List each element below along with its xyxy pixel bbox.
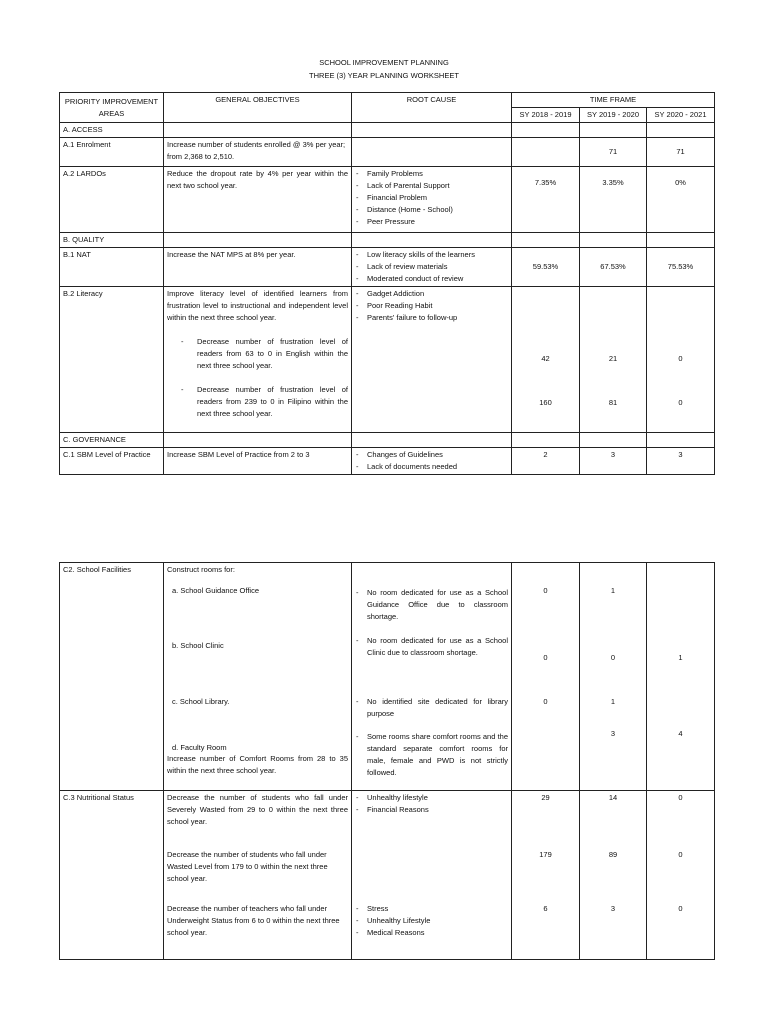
- objective-b2-text: Improve literacy level of identified learners from frustration level to instructional and independent level within the next three school year.: [167, 289, 348, 322]
- values-c2-y3: [647, 563, 715, 791]
- area-c3: C.3 Nutritional Status: [60, 791, 164, 960]
- value-b2-sub1-y3: 0: [678, 354, 683, 363]
- value-a1-y3: 71: [647, 138, 715, 167]
- value-a1-y2: 71: [580, 138, 647, 167]
- value-c3-1-y2: 14: [608, 793, 618, 802]
- values-c3-y2: [580, 791, 647, 960]
- objective-c3: [164, 791, 352, 960]
- cause-item: - Peer Pressure: [355, 216, 508, 228]
- c2-item-c: c. School Library.: [172, 697, 230, 706]
- value-a2-y2: 3.35%: [580, 167, 647, 233]
- cause-item: - Poor Reading Habit: [355, 300, 508, 312]
- values-c2-y2: [580, 563, 647, 791]
- value-c3-1-y3: 0: [678, 793, 683, 802]
- values-c3-y3: [647, 791, 715, 960]
- value-b1-y1: 59.53%: [512, 248, 580, 287]
- value-c2-d-y2: 3: [610, 729, 616, 738]
- c2-item-b: b. School Clinic: [172, 641, 224, 650]
- value-c3-1-y1: 29: [541, 793, 550, 802]
- value-c2-d-y3: 4: [678, 729, 683, 738]
- header-year-2: SY 2019 - 2020: [580, 108, 647, 123]
- cause-item: - Moderated conduct of review: [355, 273, 508, 285]
- area-c2: C2. School Facilities: [60, 563, 164, 791]
- c3-causes-3: [355, 903, 508, 939]
- value-b2-sub2-y1: 160: [539, 398, 552, 407]
- cause-item: - Lack of review materials: [355, 261, 508, 273]
- value-b2-sub2-y3: 0: [678, 398, 683, 407]
- causes-a2: [352, 167, 512, 233]
- cause-item: - Some rooms share comfort rooms and the standard separate comfort rooms for male, female and PWD is not strictly followed.: [355, 731, 508, 779]
- value-b2-sub1-y2: 21: [608, 354, 618, 363]
- causes-c1: [352, 448, 512, 475]
- causes-c3: [352, 791, 512, 960]
- cause-item: - Family Problems: [355, 168, 508, 180]
- c3-objective-3: Decrease the number of teachers who fall under Underweight Status from 6 to 0 within the next three school year.: [167, 904, 340, 937]
- objective-a2: Reduce the dropout rate by 4% per year within the next two school year.: [164, 167, 352, 233]
- value-c2-a-y1: 0: [543, 586, 548, 595]
- sub1-text: Decrease number of frustration level of readers from 63 to 0 in English within the next three school year.: [197, 337, 348, 370]
- causes-b2: [352, 287, 512, 433]
- cause-item: - No room dedicated for use as a School Clinic due to classroom shortage.: [355, 635, 508, 659]
- header-year-3: SY 2020 - 2021: [647, 108, 715, 123]
- cause-item: - Stress: [355, 903, 508, 915]
- cause-item: - Lack of documents needed: [355, 461, 508, 473]
- section-governance: C. GOVERNANCE: [60, 433, 164, 448]
- values-b2-y2: [580, 287, 647, 433]
- c2-intro: Construct rooms for:: [167, 565, 235, 574]
- area-c1: C.1 SBM Level of Practice: [60, 448, 164, 475]
- value-a2-y3: 0%: [647, 167, 715, 233]
- area-a2: A.2 LARDOs: [60, 167, 164, 233]
- value-a2-y1: 7.35%: [512, 167, 580, 233]
- cause-item: - Unhealthy lifestyle: [355, 792, 508, 804]
- value-c2-b-y1: 0: [543, 653, 548, 662]
- value-c3-3-y2: 3: [610, 904, 616, 913]
- value-b2-sub2-y2: 81: [608, 398, 618, 407]
- c3-objective-2: Decrease the number of students who fall under Wasted Level from 179 to 0 within the next three school year.: [167, 850, 328, 883]
- value-c2-b-y2: 0: [610, 653, 616, 662]
- cause-item: - Gadget Addiction: [355, 288, 508, 300]
- cause-item: - Parents' failure to follow-up: [355, 312, 508, 324]
- cause-item: - Low literacy skills of the learners: [355, 249, 508, 261]
- area-a1: A.1 Enrolment: [60, 138, 164, 167]
- objective-c1: Increase SBM Level of Practice from 2 to 3: [164, 448, 352, 475]
- values-c2-y1: [512, 563, 580, 791]
- value-c2-a-y2: 1: [610, 586, 616, 595]
- value-c1-y3: 3: [647, 448, 715, 475]
- value-c3-3-y3: 0: [678, 904, 683, 913]
- objective-a1: Increase number of students enrolled @ 3% per year; from 2,368 to 2,510.: [164, 138, 352, 167]
- c2-item-d-extra: Increase number of Comfort Rooms from 28 to 35 within the next three school year.: [167, 754, 348, 775]
- section-quality: B. QUALITY: [60, 233, 164, 248]
- cause-item: - Lack of Parental Support: [355, 180, 508, 192]
- planning-table-2: [59, 562, 715, 960]
- header-year-1: SY 2018 - 2019: [512, 108, 580, 123]
- values-b2-y1: [512, 287, 580, 433]
- value-b2-sub1-y1: 42: [541, 354, 550, 363]
- cause-item: - Financial Reasons: [355, 804, 508, 816]
- cause-item: - No identified site dedicated for library purpose: [355, 696, 508, 720]
- header-root-cause: ROOT CAUSE: [352, 93, 512, 123]
- objective-b2: [164, 287, 352, 433]
- objective-b1: Increase the NAT MPS at 8% per year.: [164, 248, 352, 287]
- value-c2-c-y2: 1: [610, 697, 616, 706]
- value-b1-y2: 67.53%: [580, 248, 647, 287]
- value-c1-y2: 3: [580, 448, 647, 475]
- value-c3-3-y1: 6: [543, 904, 548, 913]
- c2-item-d: d. Faculty Room: [172, 743, 227, 752]
- value-c2-b-y3: 1: [678, 653, 683, 662]
- value-c1-y1: 2: [512, 448, 580, 475]
- objective-b2-sub2: - Decrease number of frustration level of readers from 239 to 0 in Filipino within the next three school year.: [181, 385, 348, 418]
- cause-item: - Financial Problem: [355, 192, 508, 204]
- value-a1-y1: [512, 138, 580, 167]
- causes-c2: [352, 563, 512, 791]
- causes-b1: [352, 248, 512, 287]
- objective-b2-sub1: - Decrease number of frustration level of readers from 63 to 0 in English within the next three school year.: [181, 337, 348, 370]
- value-c3-2-y3: 0: [678, 850, 683, 859]
- objective-c2: [164, 563, 352, 791]
- header-objectives: GENERAL OBJECTIVES: [164, 93, 352, 123]
- document-title: SCHOOL IMPROVEMENT PLANNING: [319, 58, 449, 67]
- cause-item: - Distance (Home - School): [355, 204, 508, 216]
- section-access: A. ACCESS: [60, 123, 164, 138]
- value-b1-y3: 75.53%: [647, 248, 715, 287]
- cause-item: - Medical Reasons: [355, 927, 508, 939]
- c2-item-a: a. School Guidance Office: [172, 586, 259, 595]
- document-subtitle: THREE (3) YEAR PLANNING WORKSHEET: [309, 71, 459, 80]
- header-time-frame: TIME FRAME: [512, 93, 715, 108]
- header-priority: PRIORITY IMPROVEMENT AREAS: [60, 93, 164, 123]
- values-c3-y1: [512, 791, 580, 960]
- c3-objective-1: Decrease the number of students who fall under Severely Wasted from 29 to 0 within the next three school year.: [167, 793, 348, 826]
- values-b2-y3: [647, 287, 715, 433]
- value-c3-2-y1: 179: [539, 850, 552, 859]
- value-c2-c-y1: 0: [543, 697, 548, 706]
- area-b1: B.1 NAT: [60, 248, 164, 287]
- area-b2: B.2 Literacy: [60, 287, 164, 433]
- c3-causes-1: [355, 792, 508, 816]
- sub2-text: Decrease number of frustration level of readers from 239 to 0 in Filipino within the next three school year.: [197, 385, 348, 418]
- cause-item: - No room dedicated for use as a School Guidance Office due to classroom shortage.: [355, 587, 508, 623]
- cause-item: - Unhealthy Lifestyle: [355, 915, 508, 927]
- cause-item: - Changes of Guidelines: [355, 449, 508, 461]
- value-c3-2-y2: 89: [608, 850, 618, 859]
- planning-table-1: [59, 92, 715, 475]
